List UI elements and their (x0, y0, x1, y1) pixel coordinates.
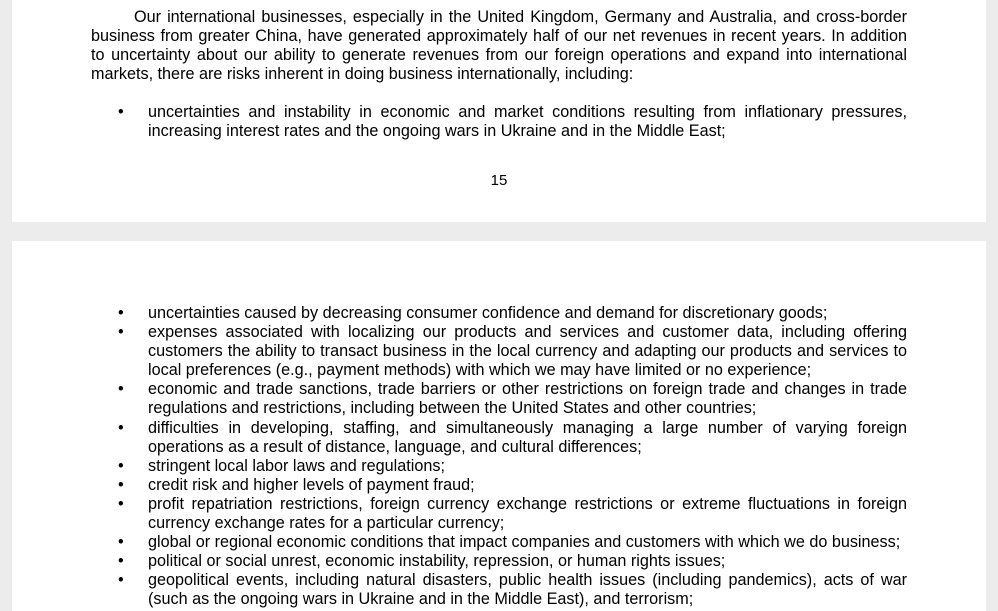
list-item-text: economic and trade sanctions, trade barriers or other restrictions on foreign trade and changes in trade regulations and restrictions, including between the United States and other countries; (148, 380, 907, 418)
bullet-icon: • (118, 552, 124, 571)
list-item-text: uncertainties and instability in economic and market conditions resulting from inflationary pressures, increasing interest rates and the ongoing wars in Ukraine and in the Middle East; (148, 103, 907, 141)
list-item (91, 533, 907, 552)
page-15-body (91, 8, 907, 142)
document-page-16 (12, 241, 986, 611)
list-item-text: geopolitical events, including natural disasters, public health issues (including pandemics), acts of war (such as the ongoing wars in Ukraine and in the Middle East), and terrorism; (148, 571, 907, 609)
list-item-text: difficulties in developing, staffing, and simultaneously managing a large number of varying foreign operations as a result of distance, language, and cultural differences; (148, 418, 907, 456)
list-item (91, 571, 907, 609)
bullet-icon: • (118, 456, 124, 475)
list-item (91, 103, 907, 141)
document-page-15 (12, 0, 986, 222)
list-item (91, 457, 907, 476)
risk-list-page-15 (91, 103, 907, 141)
list-item-text: stringent local labor laws and regulations; (148, 456, 445, 475)
bullet-icon: • (118, 103, 124, 122)
bullet-icon: • (118, 533, 124, 552)
bullet-icon: • (118, 571, 124, 590)
list-item-text: profit repatriation restrictions, foreign currency exchange restrictions or extreme fluctuations in foreign currency exchange rates for a particular currency; (148, 494, 907, 533)
list-item-text: credit risk and higher levels of payment fraud; (148, 475, 475, 494)
list-item-text: expenses associated with localizing our products and services and customer data, including offering customers the ability to transact business in the local currency and adapting our products and services to local preferences (e.g., payment methods) with which we may have limited or no experience; (148, 323, 907, 380)
list-item (91, 323, 907, 380)
list-item (91, 304, 907, 323)
list-item (91, 419, 907, 457)
list-item-text: uncertainties caused by decreasing consumer confidence and demand for discretionary goods; (148, 304, 828, 322)
bullet-icon: • (118, 304, 124, 322)
list-item-text: global or regional economic conditions that impact companies and customers with which we do business; (148, 533, 901, 552)
bullet-icon: • (118, 494, 124, 513)
intro-paragraph: Our international businesses, especially in the United Kingdom, Germany and Australia, and cross-border business from greater China, have generated approximately half of our net revenues in recent years. In addition to uncertainty about our ability to generate revenues from our foreign operations and expand into international markets, there are risks inherent in doing business internationally, including: (91, 8, 907, 84)
bullet-icon: • (118, 380, 124, 399)
page-number: 15 (490, 172, 508, 189)
list-item (91, 495, 907, 533)
list-item (91, 380, 907, 418)
list-item (91, 552, 907, 571)
risk-list-page-16 (91, 304, 907, 610)
bullet-icon: • (118, 418, 124, 437)
page-16-body (91, 304, 907, 610)
list-item (91, 476, 907, 495)
bullet-icon: • (118, 323, 124, 342)
list-item-text: political or social unrest, economic instability, repression, or human rights issues; (148, 552, 726, 571)
bullet-icon: • (118, 475, 124, 494)
